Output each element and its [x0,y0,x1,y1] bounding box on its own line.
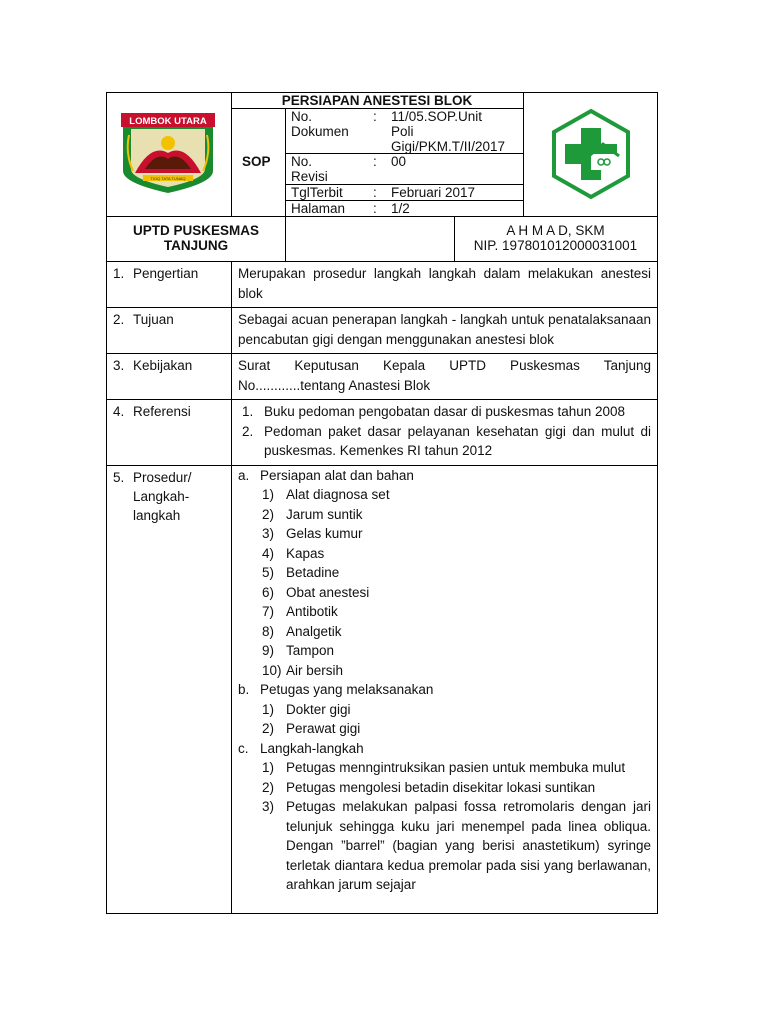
list-item: 3) Gelas kumur [262,526,363,541]
list-item: 7) Antibotik [262,604,338,619]
meta-tgl-terbit-value: Februari 2017 [391,185,476,200]
meta-tgl-terbit-label: TglTerbit [291,185,343,200]
logo-text: LOMBOK UTARA [129,116,207,127]
org-name: UPTD PUSKESMAS TANJUNG [132,223,259,253]
meta-no-dokumen-label: No. Dokumen [291,109,349,139]
signer-nip: NIP. 197801012000031001 [473,238,638,253]
meta-no-revisi-value: 00 [391,154,407,169]
meta-sep: : [373,109,377,124]
meta-sep: : [373,185,377,200]
row-prosedur: 5. Prosedur/ Langkah- langkah a. Persiapan alat dan bahan 1) Alat diagnosa set 2) Jarum suntik 3) Gelas kumur 4) Kapas 5) Betadine 6) Obat anestesi 7) Antibotik 8) Analgetik 9) Tampon 10) Air bersih b. Petugas yang melaksanakan 1) Dokter gigi 2) Perawat gigi c. Langkah-langkah 1) Petugas menngintruksikan pasien untuk membuka mulut 2) Petugas mengolesi betadin disekitar lokasi suntikan 3) Petugas melakukan palpasi fossa retromolaris dengan jari telunjuk sehingga kuku jari menempel pada linea obliqua. Dengan ”barrel” (bagian yang berisi anastetikum) syringe terletak diantara kedua premolar pada sisi yang berlawanan, arahkan jarum sejajar [106,466,658,914]
row-kebijakan: 3. Kebijakan Surat Keputusan Kepala UPTD Puskesmas Tanjung No............tentang Anastesi Blok [106,354,658,400]
list-item: 2) Jarum suntik [262,506,363,522]
meta-sep: : [373,154,377,169]
meta-halaman-value: 1/2 [391,201,410,216]
list-referensi [232,400,657,465]
sop-header [106,92,658,217]
list-item: 1) Petugas menngintruksikan pasien untuk membuka mulut [262,760,626,775]
list-item: 2) Perawat gigi [262,721,361,736]
puskesmas-logo [545,108,637,200]
list-item: 1) Dokter gigi [262,701,351,717]
text-tujuan: Sebagai acuan penerapan langkah - langkah untuk penatalaksanaan pencabutan gigi dengan menggunakan anestesi blok [238,312,651,347]
text-pengertian: Merupakan prosedur langkah langkah dalam melakukan anestesi blok [238,266,651,301]
list-prosedur [232,466,657,913]
label-referensi: Referensi [133,404,191,419]
meta-halaman-label: Halaman [291,201,346,216]
section-b-title: b. Petugas yang melaksanakan [238,682,434,697]
list-item: 3) Petugas melakukan palpasi fossa retromolaris dengan jari telunjuk sehingga kuku jari menempel pada linea obliqua. Dengan ”barrel” (bagian yang berisi anastetikum) syringe terletak diantara kedua premolar pada sisi yang berlawanan, arahkan jarum sejajar [262,799,651,892]
org-row [106,217,658,262]
sop-label: SOP [242,154,271,169]
label-tujuan: Tujuan [133,312,174,327]
list-b [238,700,651,739]
list-c [238,758,651,895]
row-tujuan: 2. Tujuan Sebagai acuan penerapan langkah - langkah untuk penatalaksanaan pencabutan gigi dengan menggunakan anestesi blok [106,308,658,354]
label-pengertian: Pengertian [133,266,199,281]
logo-motto: TIOQ TATA TUNAQ [150,176,186,181]
meta-no-revisi-label: No. Revisi [291,154,328,184]
meta-sep: : [373,201,377,216]
section-a-title: a. Persiapan alat dan bahan [238,467,414,483]
list-item: 6) Obat anestesi [262,584,370,600]
section-c-title: c. Langkah-langkah [238,740,364,756]
row-pengertian: 1. Pengertian Merupakan prosedur langkah langkah dalam melakukan anestesi blok [106,262,658,308]
list-item: 9) Tampon [262,643,335,658]
list-item: 5) Betadine [262,565,340,580]
list-item: 1. Buku pedoman pengobatan dasar di puskesmas tahun 2008 [242,404,626,419]
text-kebijakan: Surat Keputusan Kepala UPTD Puskesmas Tanjung No............tentang Anastesi Blok [238,358,651,393]
label-kebijakan: Kebijakan [133,358,193,373]
sop-title: PERSIAPAN ANESTESI BLOK [281,93,473,108]
list-item: 4) Kapas [262,545,325,561]
lombok-utara-logo [121,113,215,195]
list-item: 1) Alat diagnosa set [262,487,390,502]
list-item: 2. Pedoman paket dasar pelayanan kesehatan gigi dan mulut di puskesmas. Kemenkes RI tahun 2012 [242,423,651,458]
sop-document [106,92,658,914]
signer-block [454,223,657,253]
list-item: 2) Petugas mengolesi betadin disekitar lokasi suntikan [262,779,596,795]
list-item: 10) Air bersih [262,662,344,678]
list-item: 8) Analgetik [262,623,342,639]
meta-no-dokumen-value: 11/05.SOP.Unit Poli Gigi/PKM.T/II/2017 [391,109,506,154]
signer-name: A H M A D, SKM [506,223,605,238]
label-prosedur: Prosedur/ Langkah- langkah [133,469,192,523]
list-a [238,485,651,680]
row-referensi: 4. Referensi 1. Buku pedoman pengobatan dasar di puskesmas tahun 2008 2. Pedoman paket dasar pelayanan kesehatan gigi dan mulut di puskesmas. Kemenkes RI tahun 2012 [106,400,658,466]
